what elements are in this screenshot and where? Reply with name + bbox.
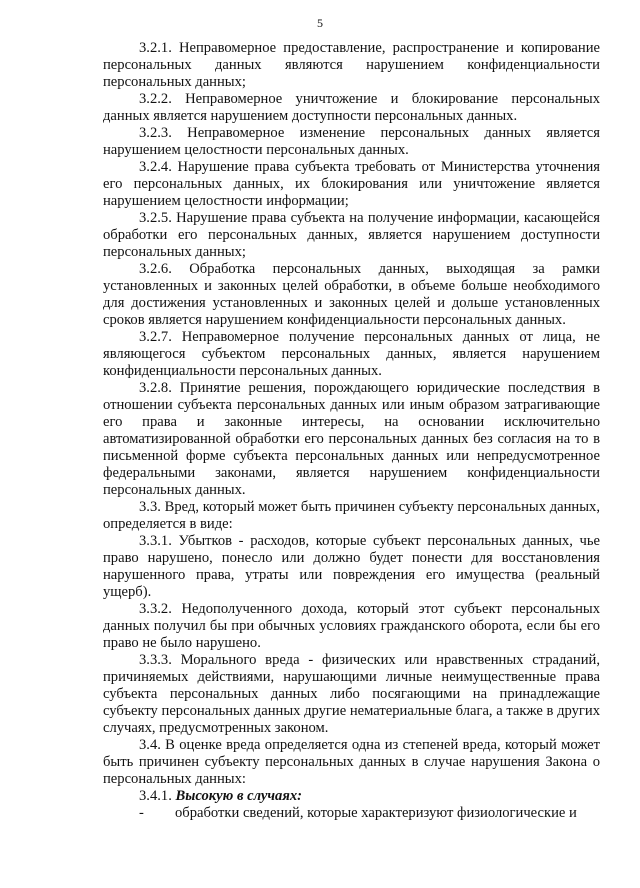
paragraph-3-2-8: 3.2.8. Принятие решения, порождающего юридические последствия в отношении субъекта персональных данных или иным образом затрагивающие его права и законные интересы, на основании исключительно автоматизированной обработки его персональных данных без согласия на то в письменной форме субъекта персональных данных или непредусмотренное федеральными законами, является нарушением конфиденциальности персональных данных. xyxy=(103,380,600,498)
paragraph-3-2-7: 3.2.7. Неправомерное получение персональных данных от лица, не являющегося субъектом персональных данных, является нарушением конфиденциальности персональных данных. xyxy=(103,329,600,379)
subheading-number: 3.4.1. xyxy=(139,788,172,804)
paragraph-3-3-1: 3.3.1. Убытков - расходов, которые субъект персональных данных, чье право нарушено, понесло или должно будет понести для восстановления нарушенного права, утраты или повреждения его имущества (реальный ущерб). xyxy=(103,533,600,600)
list-dash: - xyxy=(139,805,144,821)
paragraph-3-4: 3.4. В оценке вреда определяется одна из степеней вреда, который может быть причинен субъекту персональных данных в случае нарушения Закона о персональных данных: xyxy=(103,737,600,787)
paragraph-3-2-2: 3.2.2. Неправомерное уничтожение и блокирование персональных данных является нарушением доступности персональных данных. xyxy=(103,91,600,124)
paragraph-3-3-3: 3.3.3. Морального вреда - физических или нравственных страданий, причиняемых действиями, нарушающими личные неимущественные права субъекта персональных данных либо посягающими на принадлежащие субъекту персональных данных другие нематериальные блага, а также в других случаях, предусмотренных законом. xyxy=(103,652,600,736)
page-number: 5 xyxy=(317,16,323,30)
subheading-3-4-1 xyxy=(103,788,600,805)
paragraph-3-2-3: 3.2.3. Неправомерное изменение персональных данных является нарушением целостности персональных данных. xyxy=(103,125,600,158)
subheading-title: Высокую в случаях: xyxy=(175,788,302,804)
paragraph-3-2-4: 3.2.4. Нарушение права субъекта требовать от Министерства уточнения его персональных данных, их блокирования или уничтожение является нарушением целостности информации; xyxy=(103,159,600,209)
paragraph-3-3-2: 3.3.2. Недополученного дохода, который этот субъект персональных данных получил бы при обычных условиях гражданского оборота, если бы его право не было нарушено. xyxy=(103,601,600,651)
list-item xyxy=(103,805,600,822)
list-item-text: обработки сведений, которые характеризуют физиологические и xyxy=(175,805,577,821)
paragraph-3-3: 3.3. Вред, который может быть причинен субъекту персональных данных, определяется в виде: xyxy=(103,499,600,532)
paragraph-3-2-5: 3.2.5. Нарушение права субъекта на получение информации, касающейся обработки его персональных данных, является нарушением доступности персональных данных; xyxy=(103,210,600,260)
document-body xyxy=(103,40,600,822)
paragraph-3-2-6: 3.2.6. Обработка персональных данных, выходящая за рамки установленных и законных целей обработки, в объеме больше необходимого для достижения установленных и законных целей и дольше установленных сроков является нарушением конфиденциальности персональных данных. xyxy=(103,261,600,328)
paragraph-3-2-1: 3.2.1. Неправомерное предоставление, распространение и копирование персональных данных являются нарушением конфиденциальности персональных данных; xyxy=(103,40,600,90)
